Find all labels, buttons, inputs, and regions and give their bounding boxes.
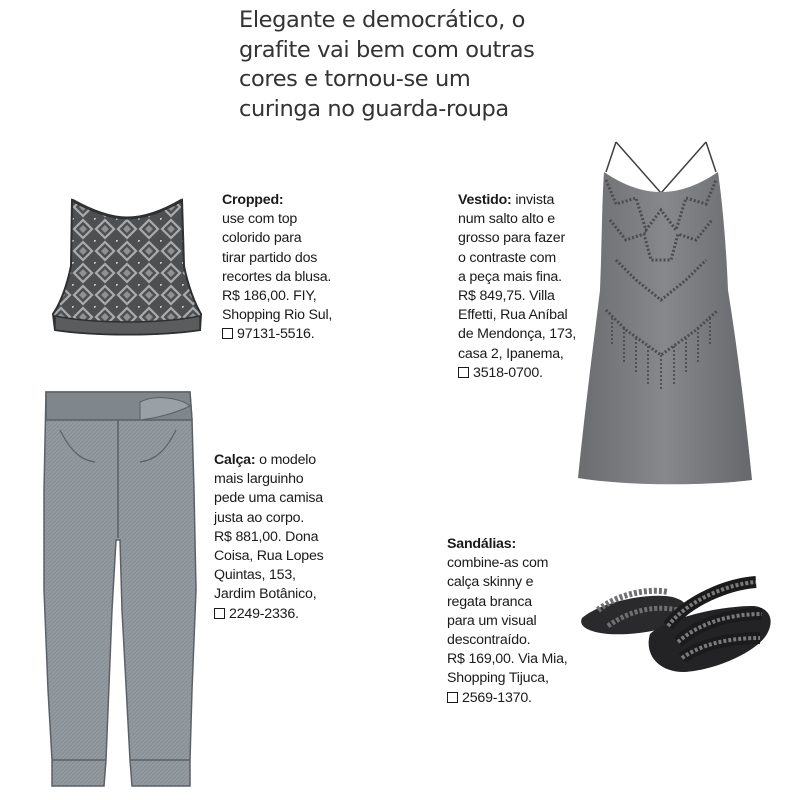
caption-cropped	[222, 191, 332, 345]
caption-phone-line	[447, 689, 568, 708]
caption-phone-line	[458, 364, 576, 383]
caption-line: calça skinny e	[447, 574, 534, 591]
pants-image	[40, 390, 200, 792]
caption-line: descontraído.	[447, 632, 531, 649]
caption-line: Effetti, Rua Aníbal	[458, 307, 568, 324]
caption-line: R$ 186,00. FIY,	[222, 288, 317, 305]
caption-title: Cropped:	[222, 192, 284, 208]
caption-title-rest: o modelo	[255, 452, 316, 468]
caption-line: Shopping Tijuca,	[447, 670, 549, 687]
caption-line: R$ 169,00. Via Mia,	[447, 651, 568, 668]
cropped-top-image	[50, 196, 205, 341]
dress-image	[576, 140, 754, 485]
caption-title: Vestido:	[458, 192, 512, 208]
caption-line: Quintas, 153,	[214, 567, 296, 584]
caption-line: R$ 849,75. Villa	[458, 288, 555, 305]
caption-line: tirar partido dos	[222, 249, 318, 266]
caption-line: casa 2, Ipanema,	[458, 345, 564, 362]
caption-calca	[214, 451, 324, 624]
caption-vestido	[458, 191, 576, 383]
headline-line: Elegante e democrático, o	[239, 7, 525, 33]
caption-line: recortes da blusa.	[222, 268, 332, 285]
caption-line: grosso para fazer	[458, 230, 566, 247]
phone-box-icon	[447, 692, 458, 703]
caption-title: Calça:	[214, 452, 256, 468]
sandals-image	[578, 570, 774, 680]
caption-line: para um visual	[447, 612, 537, 629]
caption-line: o contraste com	[458, 249, 556, 266]
headline-line: cores e tornou-se um	[239, 66, 471, 92]
caption-phone: 2569-1370.	[462, 689, 532, 706]
phone-box-icon	[458, 367, 469, 378]
caption-sandalias	[447, 535, 568, 708]
headline	[239, 6, 559, 124]
caption-line: regata branca	[447, 593, 532, 610]
caption-line: pede uma camisa	[214, 490, 323, 507]
caption-title-rest: invista	[511, 192, 555, 208]
caption-phone: 97131-5516.	[237, 326, 315, 343]
headline-line: grafite vai bem com outras	[239, 36, 535, 63]
caption-line: Shopping Rio Sul,	[222, 307, 333, 324]
caption-title: Sandálias:	[447, 536, 516, 552]
caption-phone-line	[214, 605, 324, 624]
caption-line: Coisa, Rua Lopes	[214, 548, 324, 565]
caption-line: mais larguinho	[214, 471, 304, 488]
caption-phone: 3518-0700.	[473, 364, 543, 381]
caption-phone-line	[222, 325, 332, 344]
caption-line: justa ao corpo.	[214, 509, 305, 526]
caption-line: use com top	[222, 211, 298, 228]
caption-line: a peça mais fina.	[458, 268, 562, 285]
caption-line: de Mendonça, 173,	[458, 326, 577, 343]
phone-box-icon	[222, 328, 233, 339]
caption-line: num salto alto e	[458, 211, 555, 228]
caption-line: R$ 881,00. Dona	[214, 528, 319, 545]
headline-line: curinga no guarda-roupa	[239, 95, 509, 122]
caption-line: colorido para	[222, 230, 302, 247]
phone-box-icon	[214, 608, 225, 619]
caption-phone: 2249-2336.	[229, 605, 299, 622]
caption-line: combine-as com	[447, 555, 549, 572]
caption-line: Jardim Botânico,	[214, 586, 317, 603]
